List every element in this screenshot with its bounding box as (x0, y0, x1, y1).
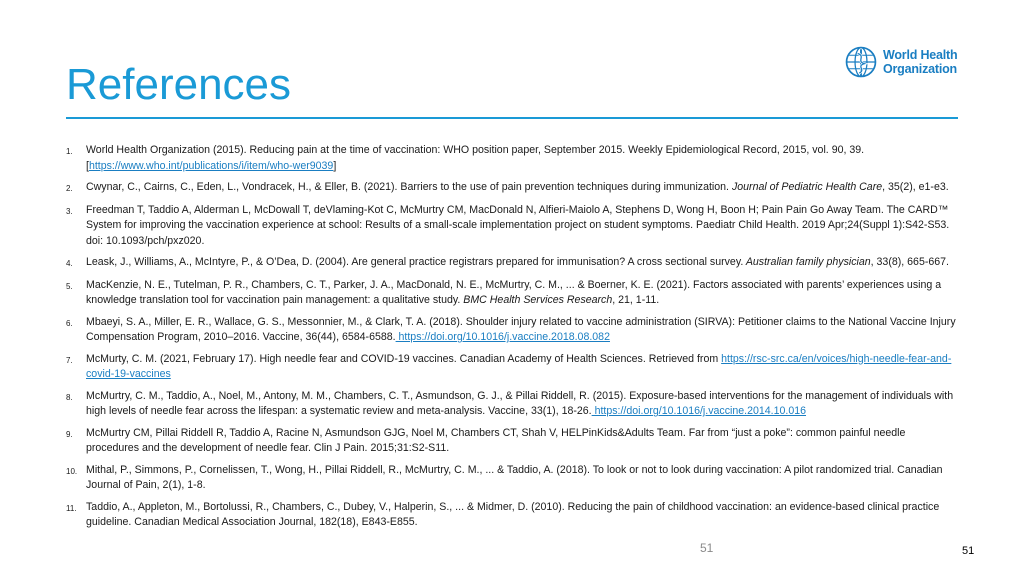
reference-number: 1. (66, 147, 73, 156)
reference-text: Mbaeyi, S. A., Miller, E. R., Wallace, G. S., Messonnier, M., & Clark, T. A. (2018). Shoulder injury related to vaccine administration (SIRVA): Petitioner claims to the National Vaccine Injury Compensation Program, 2010–2016. Vaccine, 36(44), 6584-6588. (86, 315, 956, 343)
page-title: References (66, 60, 292, 109)
reference-number: 11. (66, 503, 77, 513)
logo-line-2: Organization (883, 62, 957, 76)
reference-journal: Journal of Pediatric Health Care (729, 181, 883, 193)
reference-number: 7. (66, 355, 73, 365)
reference-number: 8. (66, 392, 73, 402)
reference-link[interactable]: https://doi.org/10.1016/j.vaccine.2018.08.082 (395, 331, 610, 343)
reference-number: 4. (66, 259, 73, 268)
reference-text: McMurtry, C. M., Taddio, A., Noel, M., Antony, M. M., Chambers, C. T., Asmundson, G. J., & Pillai Riddell, R. (2015). Exposure-based interventions for the management of individuals with high levels of needle fear across the lifespan: a systematic review and meta-analysis. Vaccine, 33(1), 18-26. (86, 389, 954, 417)
reference-after: , 33(8), 665-667. (870, 256, 949, 268)
reference-item (66, 463, 958, 494)
reference-item (66, 500, 958, 531)
logo-line-1: World Health (883, 48, 958, 62)
reference-item (66, 389, 958, 420)
reference-item (66, 255, 958, 272)
who-emblem-icon (844, 45, 878, 79)
reference-after: , 21, 1-11. (612, 294, 660, 306)
reference-text: World Health Organization (2015). Reducing pain at the time of vaccination: WHO position paper, September 2015. Weekly Epidemiological Record, 2015, vol. 90, 39. [ (86, 144, 865, 172)
reference-text: Leask, J., Williams, A., McIntyre, P., & O’Dea, D. (2004). Are general practice registrars prepared for immunisation? A cross sectional survey. (86, 256, 744, 268)
reference-text: McMurty, C. M. (2021, February 17). High needle fear and COVID-19 vaccines. Canadian Academy of Health Sciences. Retrieved from (86, 352, 722, 365)
reference-text: Freedman T, Taddio A, Alderman L, McDowall T, deVlaming-Kot C, McMurtry CM, MacDonald N, Alfieri-Maiolo A, Stephens D, Wong H, Boon H; Pain Pain Go Away Team. The CARD™ System for improving the vaccination experience at school: Results of a small-scale implementation project on student symptoms. Paediatr Child Health. 2019 Apr;24(Suppl 1):S42-S53. doi: 10.1093/pch/pxz020. (86, 203, 950, 247)
who-logo (844, 40, 964, 84)
reference-item (66, 315, 958, 346)
reference-item (66, 180, 958, 197)
reference-text: Cwynar, C., Cairns, C., Eden, L., Vondracek, H., & Eller, B. (2021). Barriers to the use of pain prevention techniques during immunization. (86, 181, 730, 193)
reference-number: 6. (66, 318, 73, 328)
reference-text: Taddio, A., Appleton, M., Bortolussi, R., Chambers, C., Dubey, V., Halperin, S., ... & Midmer, D. (2010). Reducing the pain of childhood vaccination: an evidence-based clinical practice guideline. Canadian Medical Association Journal, 182(18), E843-E855. (86, 500, 940, 528)
reference-item (66, 278, 958, 309)
reference-item (66, 426, 958, 457)
title-divider (66, 117, 958, 119)
reference-text: Mithal, P., Simmons, P., Cornelissen, T., Wong, H., Pillai Riddell, R., McMurtry, C. M., ... & Taddio, A. (2018). To look or not to look during vaccination: A pilot randomized trial. Canadian Journal of Pain, 2(1), 1-8. (86, 463, 943, 491)
reference-number: 5. (66, 281, 73, 291)
reference-list (66, 143, 958, 537)
reference-text: MacKenzie, N. E., Tutelman, P. R., Chambers, C. T., Parker, J. A., MacDonald, N. E., McMurtry, C. M., ... & Boerner, K. E. (2021). Factors associated with parents’ experiences using a knowledge translation tool for vaccination pain management: a qualitative study. (86, 278, 942, 306)
reference-after: ] (333, 159, 337, 172)
reference-item (66, 352, 958, 383)
reference-number: 3. (66, 206, 73, 216)
reference-link[interactable]: https://doi.org/10.1016/j.vaccine.2014.10.016 (591, 405, 807, 417)
slide-number-center: 51 (700, 541, 714, 555)
reference-journal: BMC Health Services Research (460, 294, 613, 306)
reference-item (66, 203, 958, 250)
reference-number: 9. (66, 429, 73, 439)
reference-link[interactable]: https://www.who.int/publications/i/item/who-wer9039 (88, 159, 334, 172)
reference-number: 10. (66, 466, 78, 476)
reference-number: 2. (66, 184, 73, 193)
reference-item (66, 143, 958, 174)
reference-link[interactable]: https://rsc-src.ca/en/voices/high-needle-fear-and-covid-19-vaccines (86, 352, 952, 380)
slide-number: 51 (962, 545, 975, 557)
reference-text: McMurtry CM, Pillai Riddell R, Taddio A, Racine N, Asmundson GJG, Noel M, Chambers CT, Shah V, HELPinKids&Adults Team. Far from “just a poke”: common painful needle procedures and the development of needle fear. Clin J Pain. 2015;31:S2-S11. (86, 426, 906, 454)
reference-journal: Australian family physician (743, 256, 871, 268)
reference-after: , 35(2), e1-e3. (882, 181, 949, 193)
